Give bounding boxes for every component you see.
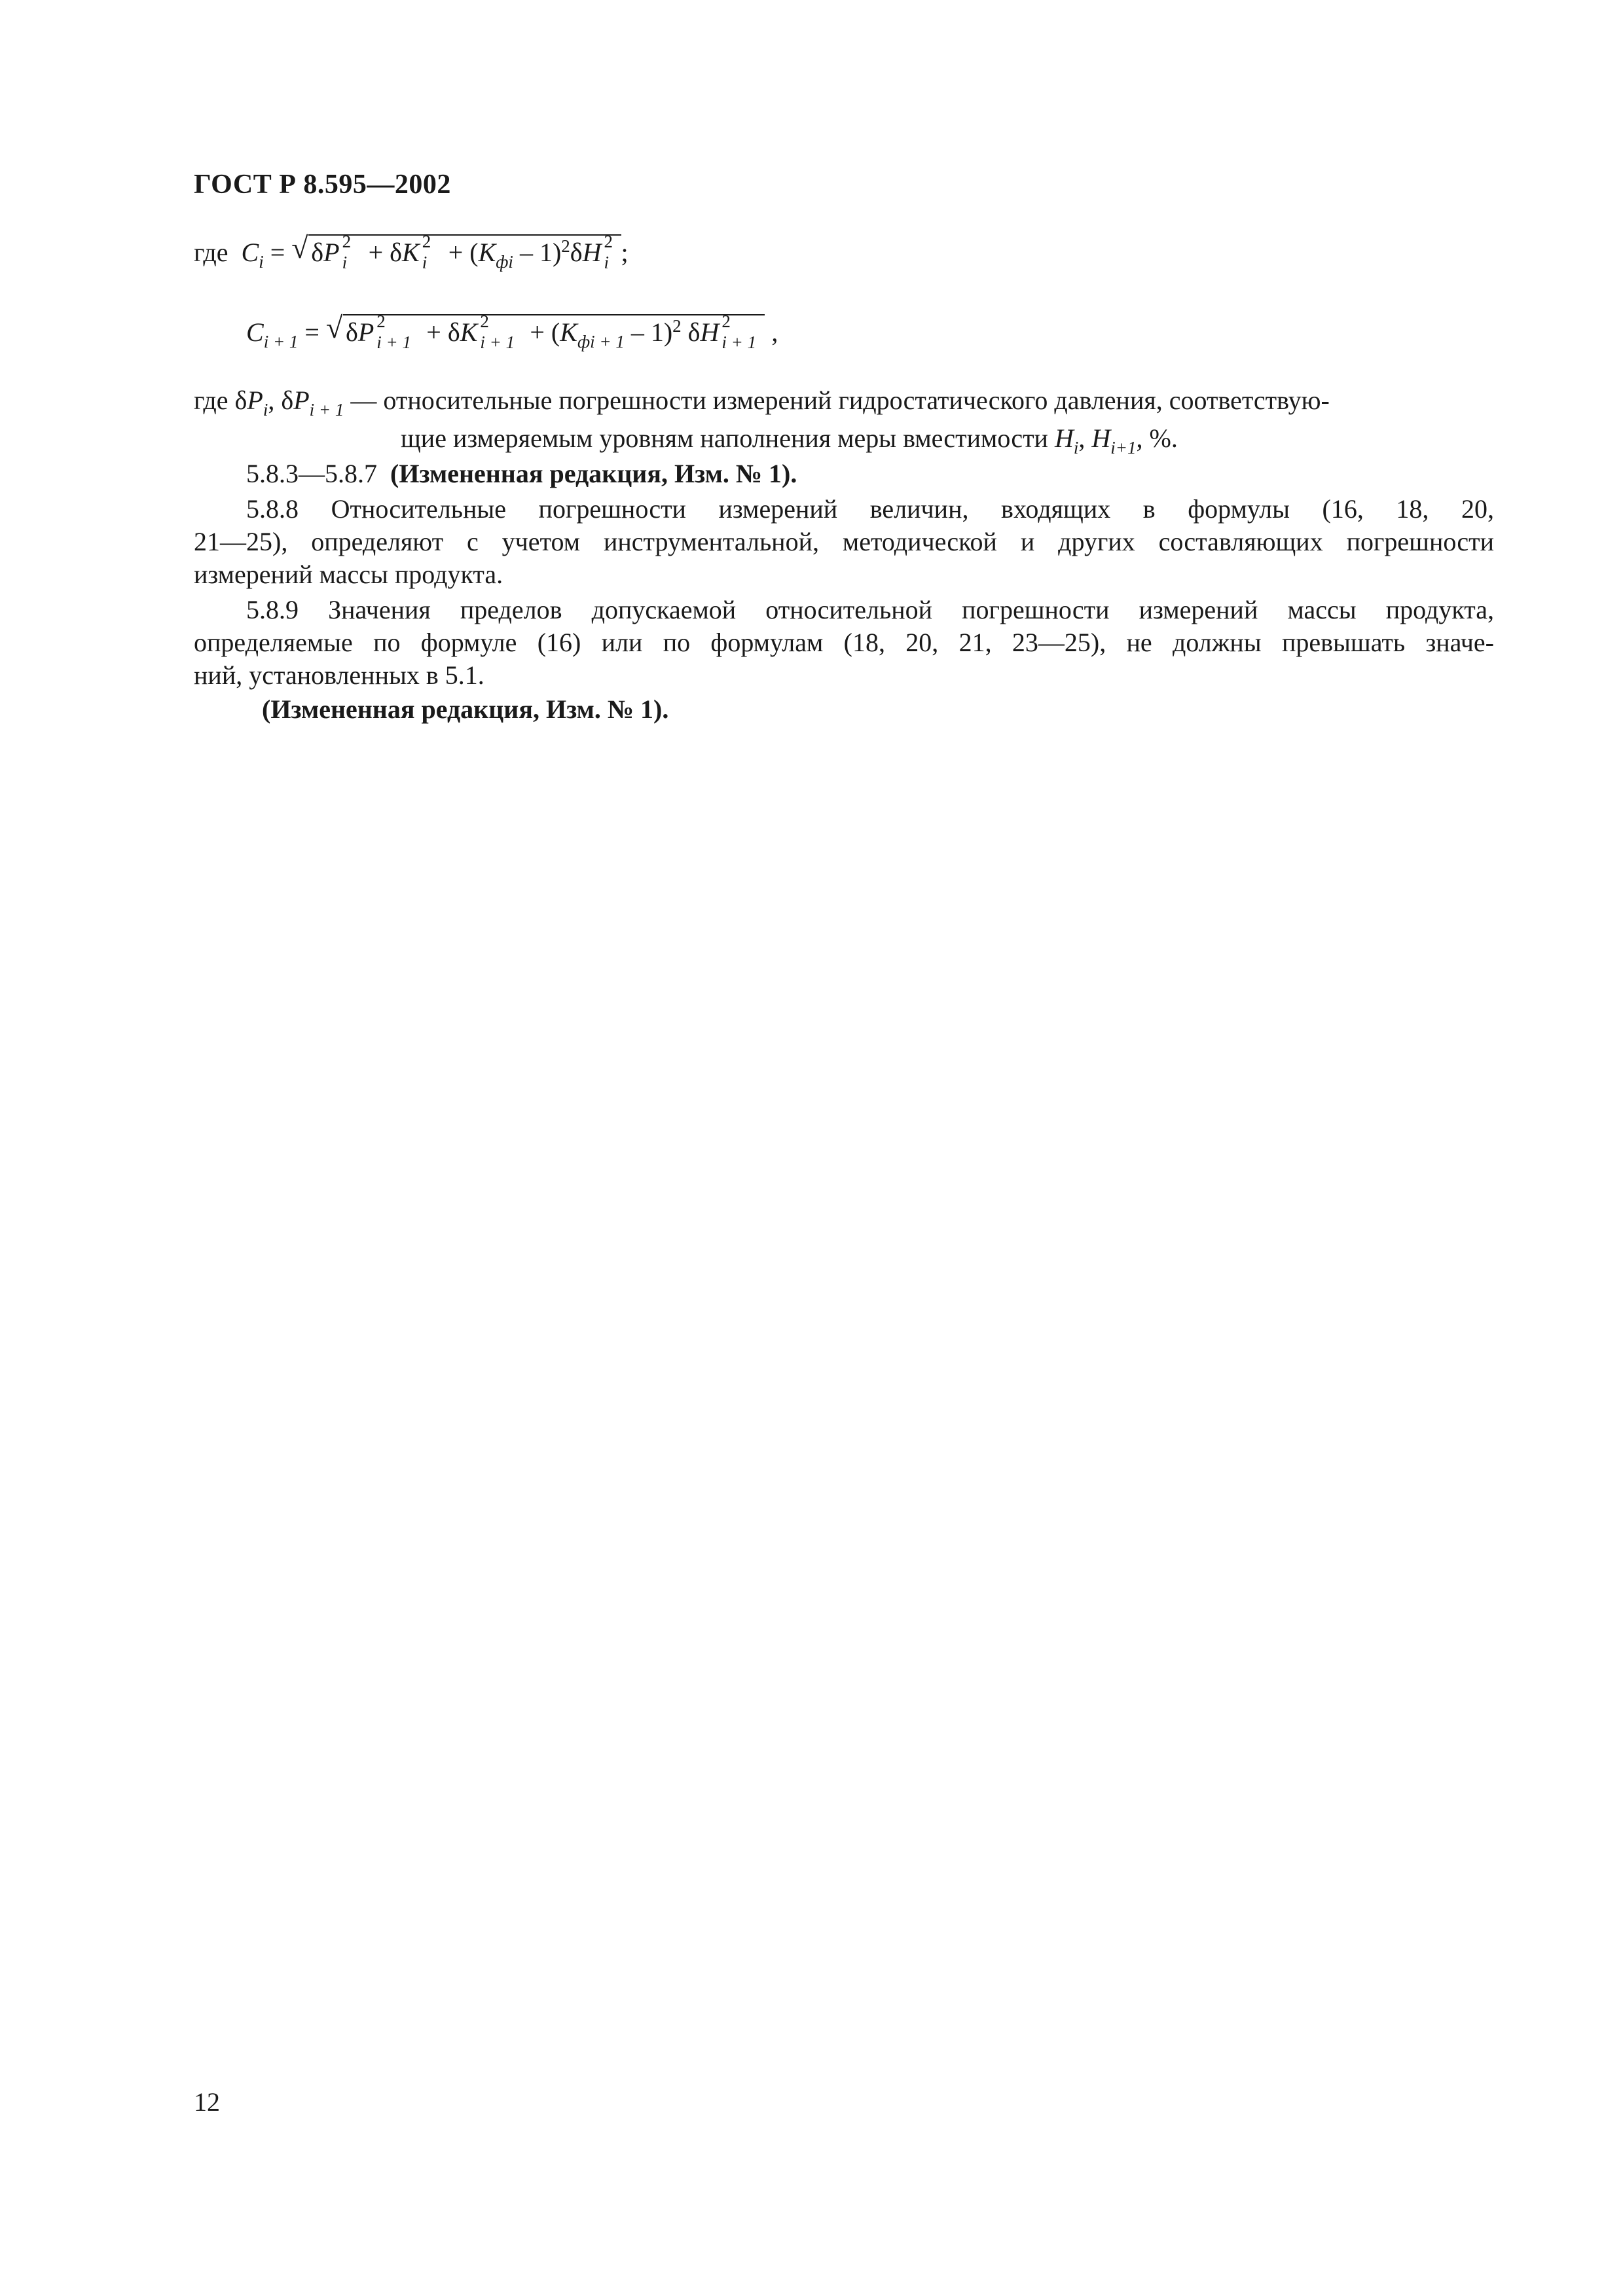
where-h2-sub: i+1 <box>1110 438 1137 457</box>
where-clause-line2 <box>401 424 1178 456</box>
where-h1-sub: i <box>1073 438 1079 457</box>
where-line1-rest: — относительные погрешности измерений гидростатического давления, соответствую- <box>350 386 1330 415</box>
eq1-radical <box>291 231 621 272</box>
eq2-lhs-var: C <box>246 317 264 347</box>
where-p1: P <box>247 386 263 415</box>
paragraph-5-8-8-line1: 5.8.8 Относительные погрешности измерений величин, входящих в формулы (16, 18, 20, <box>246 494 1494 524</box>
eq2-delta: δ <box>345 317 358 347</box>
page-number: 12 <box>194 2087 220 2117</box>
eq1-lead: где <box>194 238 228 267</box>
paragraph-5-8-9-line3: ний, установленных в 5.1. <box>194 660 484 690</box>
where-sep: , <box>1078 423 1085 453</box>
eq1-lhs-var: C <box>241 238 259 267</box>
eq1-equals: = <box>270 238 285 267</box>
eq1-vinculum <box>308 234 621 236</box>
eq2-kf-sub: фi + 1 <box>577 332 625 351</box>
eq2-square: 2 <box>672 316 682 336</box>
eq2-k: K <box>460 317 478 347</box>
eq1-k-index: 2 i <box>422 231 431 272</box>
paragraph-5-8-8-line3: измерений массы продукта. <box>194 560 503 589</box>
eq1-lhs-sub: i <box>259 252 264 272</box>
eq1-p-index: 2 i <box>342 231 352 272</box>
eq1-kf: K <box>478 238 496 267</box>
paragraph-5-8-9-line1: 5.8.9 Значения пределов допускаемой относительной погрешности измерений массы продукта, <box>246 595 1494 624</box>
where-h1: H <box>1054 423 1074 453</box>
eq2-kf: K <box>560 317 577 347</box>
eq2-plus-delta: + δ <box>426 317 460 347</box>
eq2-minus-one: – 1) <box>630 317 673 347</box>
paragraph-5-8-9-line2: определяемые по формуле (16) или по формулам (18, 20, 21, 23—25), не должны превышать значе- <box>194 628 1494 657</box>
where-lead: где δ <box>194 386 247 415</box>
eq2-h: H <box>700 317 720 347</box>
eq1-h-index: 2 i <box>604 231 613 272</box>
eq1-minus-one: – 1) <box>519 238 562 267</box>
eq2-delta-h: δ <box>687 317 701 347</box>
eq2-vinculum <box>343 314 765 315</box>
p583-number: 5.8.3—5.8.7 <box>246 459 377 488</box>
where-comma: , δ <box>268 386 294 415</box>
eq2-end: , <box>771 317 778 347</box>
eq2-equals: = <box>304 317 319 347</box>
where-p2: P <box>293 386 310 415</box>
eq2-h-index: 2 i + 1 <box>721 311 757 352</box>
eq1-p: P <box>323 238 340 267</box>
paragraph-5-8-9-amendment-note: (Измененная редакция, Изм. № 1). <box>262 694 669 724</box>
sqrt-icon: √ <box>325 311 343 344</box>
eq1-plus-delta: + δ <box>368 238 402 267</box>
where-p1-sub: i <box>263 400 268 420</box>
eq1-delta: δ <box>311 238 324 267</box>
p583-amendment-note: (Измененная редакция, Изм. № 1). <box>390 459 797 488</box>
where-h2: H <box>1091 423 1111 453</box>
where-line2-end: , %. <box>1136 423 1178 453</box>
eq1-end: ; <box>621 238 629 267</box>
eq1-k: K <box>402 238 420 267</box>
paragraph-5-8-3 <box>246 459 797 488</box>
eq2-lhs-sub: i + 1 <box>263 332 299 351</box>
document-header: ГОСТ Р 8.595—2002 <box>194 170 451 200</box>
paragraph-5-8-8-line2: 21—25), определяют с учетом инструментальной, методической и других составляющих погрешности <box>194 527 1494 556</box>
equation-c-i-plus-1 <box>246 311 778 352</box>
eq1-h: H <box>582 238 602 267</box>
eq2-p: P <box>357 317 374 347</box>
eq2-radical <box>325 311 765 352</box>
eq2-p-index: 2 i + 1 <box>376 311 412 352</box>
eq1-delta-h: δ <box>570 238 583 267</box>
where-clause-line1 <box>194 386 1493 418</box>
eq2-plus-paren: + ( <box>530 317 560 347</box>
eq1-kf-sub: фi <box>496 252 513 272</box>
eq1-plus-paren: + ( <box>448 238 479 267</box>
sqrt-icon: √ <box>291 231 308 264</box>
equation-c-i <box>194 231 629 272</box>
eq1-square: 2 <box>561 236 570 256</box>
where-p2-sub: i + 1 <box>309 400 344 420</box>
where-line2-text: щие измеряемым уровням наполнения меры вместимости <box>401 423 1048 453</box>
eq2-k-index: 2 i + 1 <box>480 311 515 352</box>
